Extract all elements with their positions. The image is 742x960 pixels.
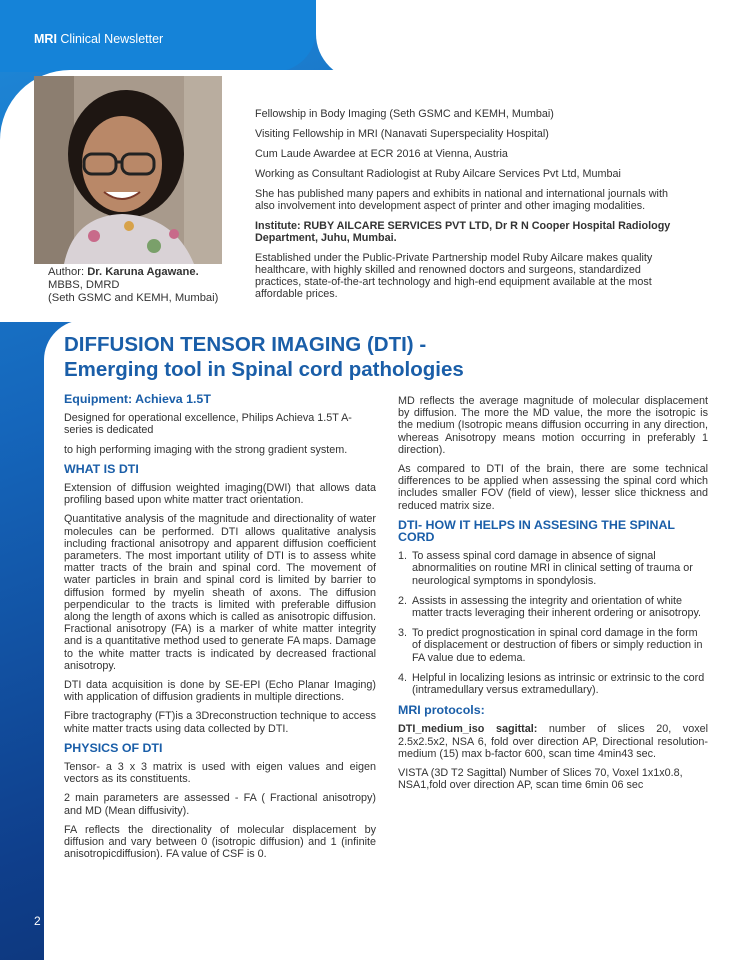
equipment-heading: Equipment: Achieva 1.5T xyxy=(64,392,211,406)
how-it-helps-heading: DTI- HOW IT HELPS IN ASSESING THE SPINAL CORD xyxy=(398,517,675,545)
what-is-dti-paragraph: Quantitative analysis of the magnitude and directionality of water molecules can be performed. DTI allows qualitative analysis including fractional anisotropy and apparent diffusion coefficient parameters. The most important utility of DTI is to assess white matter tracts of the brain and spinal cord. The movement of water particles in brain and spinal cord is limited by barrier to diffusion formed by myelin sheath of axons. The diffusion perpendicular to the tracts is limited with preferable diffusion along the length of axons which is called as anisotropic diffusion. Fractional anisotropy (FA) is a marker of white matter integrity and is a quantitative method used to generate FA maps. Damage to the white matter tracts is indicated by decreased fractional anisotropy. xyxy=(64,513,376,672)
author-name: Dr. Karuna Agawane. xyxy=(87,266,199,278)
list-text: Assists in assessing the integrity and orientation of white matter tracts leveraging their inherent ordering or anisotropy. xyxy=(412,594,702,620)
author-affiliation: (Seth GSMC and KEMH, Mumbai) xyxy=(48,292,219,304)
author-portrait-illustration xyxy=(34,76,222,264)
physics-paragraph: Tensor- a 3 x 3 matrix is used with eigen values and eigen vectors as its constituents. xyxy=(64,761,376,786)
list-item xyxy=(398,550,708,587)
bio-item: Visiting Fellowship in MRI (Nanavati Superspeciality Hospital) xyxy=(255,128,549,140)
what-is-dti-heading: WHAT IS DTI xyxy=(64,461,139,476)
comparison-paragraph: As compared to DTI of the brain, there are some technical differences to be applied when assessing the spinal cord which includes smaller FOV (field of view), lesser slice thickness and reduced matrix size. xyxy=(398,463,708,512)
physics-heading: PHYSICS OF DTI xyxy=(64,740,163,755)
list-number: 3. xyxy=(398,627,408,640)
what-is-dti-paragraph: DTI data acquisition is done by SE-EPI (Echo Planar Imaging) with application of diffusion gradients in multiple directions. xyxy=(64,679,376,704)
protocol-label: DTI_medium_iso sagittal: xyxy=(398,723,538,736)
bio-item: Working as Consultant Radiologist at Ruby Ailcare Services Pvt Ltd, Mumbai xyxy=(255,168,621,180)
how-it-helps-list xyxy=(398,550,708,696)
bio-item: She has published many papers and exhibits in national and international journals with also involvement into development aspect of printer and other imaging modalities. xyxy=(255,188,668,212)
bio-institute: Institute: RUBY AILCARE SERVICES PVT LTD, Dr R N Cooper Hospital Radiology Department, Juhu, Mumbai. xyxy=(255,220,671,244)
bio-item: Cum Laude Awardee at ECR 2016 at Vienna, Austria xyxy=(255,148,508,160)
article-title xyxy=(64,332,704,382)
protocol-text: number of slices 20, voxel 2.5x2.5x2, NSA 6, fold over direction AP, Directional resolution- medium (15) max b-factor 600, scan time 4min43 sec. xyxy=(398,723,708,760)
header-label-text: Clinical Newsletter xyxy=(60,32,164,46)
bio-established: Established under the Public-Private Partnership model Ruby Ailcare makes quality healthcare, with highly skilled and renowned doctors and surgeons, standardized practices, state-of-the-art technology and high-end equipment available at the most affordable prices. xyxy=(255,252,653,300)
author-bio xyxy=(255,108,677,308)
physics-paragraph: 2 main parameters are assessed - FA ( Fractional anisotropy) and MD (Mean diffusivity). xyxy=(64,792,376,817)
list-item xyxy=(398,595,708,619)
bio-item: Fellowship in Body Imaging (Seth GSMC and KEMH, Mumbai) xyxy=(255,108,554,120)
author-degrees: MBBS, DMRD xyxy=(48,279,120,291)
equipment-paragraph: to high performing imaging with the strong gradient system. xyxy=(64,443,348,456)
md-paragraph: MD reflects the average magnitude of molecular displacement by diffusion. The more the MD value, the more the isotropic is the medium (Isotropic means diffusion occurring in any direction, whereas Anisotropy means motion occurring in preferably 1 direction). xyxy=(398,395,708,456)
right-column xyxy=(398,395,708,798)
list-text: To assess spinal cord damage in absence of signal abnormalities on routine MRI in clinical setting of trauma or neurological symptoms in spondylosis. xyxy=(412,550,693,587)
author-info xyxy=(48,266,218,305)
equipment-paragraph: Designed for operational excellence, Philips Achieva 1.5T A-series is dedicated xyxy=(64,412,352,437)
protocols-heading: MRI protocols: xyxy=(398,703,485,718)
list-text: To predict prognostication in spinal cord damage in the form of displacement or destruction of fibers or simply reduction in FA value due to edema. xyxy=(412,627,703,664)
protocol-paragraph: VISTA (3D T2 Sagittal) Number of Slices 70, Voxel 1x1x0.8, NSA1,fold over direction AP, scan time 6min 06 sec xyxy=(398,767,683,792)
header-white-area xyxy=(316,0,742,80)
list-number: 2. xyxy=(398,594,408,607)
article-title-line1: DIFFUSION TENSOR IMAGING (DTI) - xyxy=(64,333,427,356)
author-photo xyxy=(34,76,222,264)
author-prefix: Author: xyxy=(48,266,85,278)
author-name-line xyxy=(48,266,218,279)
list-text: Helpful in localizing lesions as intrinsic or extrinsic to the cord (intramedullary versus extramedullary). xyxy=(412,671,705,697)
article-title-line2: Emerging tool in Spinal cord pathologies xyxy=(64,358,464,381)
protocol-paragraph xyxy=(398,723,708,760)
physics-paragraph: FA reflects the directionality of molecular displacement by diffusion and vary between 0 (isotropic diffusion) and 1 (infinite anisotropicdiffusion). FA value of CSF is 0. xyxy=(64,823,376,861)
list-number: 1. xyxy=(398,550,408,563)
list-item xyxy=(398,672,708,696)
what-is-dti-paragraph: Extension of diffusion weighted imaging(DWI) that allows data profiling based upon white matter tract orientation. xyxy=(64,482,376,507)
list-number: 4. xyxy=(398,671,408,684)
header-brand: MRI xyxy=(34,32,57,46)
page-number: 2 xyxy=(34,914,41,928)
list-item xyxy=(398,627,708,664)
newsletter-header xyxy=(34,32,163,46)
what-is-dti-paragraph: Fibre tractography (FT)is a 3Dreconstruction technique to access white matter tracts using data collected by DTI. xyxy=(64,710,376,735)
left-column xyxy=(64,393,376,868)
